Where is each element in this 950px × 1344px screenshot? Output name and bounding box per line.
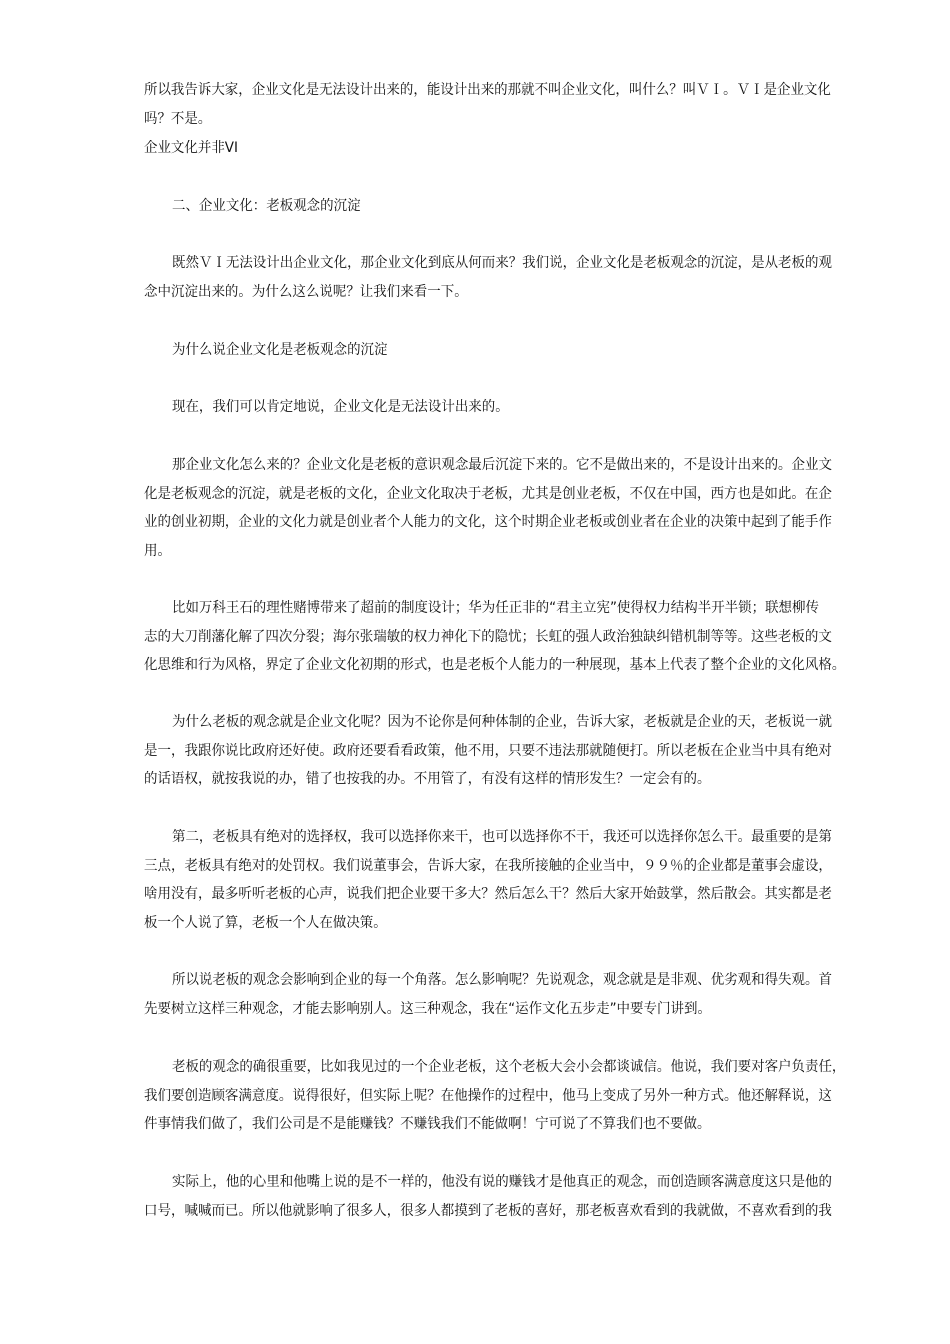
text-line: 为什么老板的观念就是企业文化呢？因为不论你是何种体制的企业，告诉大家，老板就是企业的天，老板说一就 [172, 714, 832, 730]
text-line: 啥用没有，最多听听老板的心声，说我们把企业要干多大？然后怎么干？然后大家开始鼓掌，然后散会。其实都是老 [144, 886, 832, 903]
text-line: 业的创业初期，企业的文化力就是创业者个人能力的文化，这个时期企业老板或创业者在企业的决策中起到了能手作 [144, 514, 832, 531]
text-line: 既然ＶＩ无法设计出企业文化，那企业文化到底从何而来？我们说，企业文化是老板观念的沉淀，是从老板的观 [172, 255, 832, 271]
text-line: 所以我告诉大家，企业文化是无法设计出来的，能设计出来的那就不叫企业文化，叫什么？叫ＶＩ。ＶＩ是企业文化 [144, 82, 831, 98]
text-line: 口号，喊喊而已。所以他就影响了很多人，很多人都摸到了老板的喜好，那老板喜欢看到的我就做，不喜欢看到的我 [144, 1202, 832, 1219]
text-line: 三点，老板具有绝对的处罚权。我们说董事会，告诉大家，在我所接触的企业当中，９９％的企业都是董事会虚设， [144, 857, 832, 874]
heading-text: 为什么说企业文化是老板观念的沉淀 [172, 342, 388, 358]
text-line: 老板的观念的确很重要，比如我见过的一个企业老板，这个老板大会小会都谈诚信。他说，我们要对客户负责任， [172, 1059, 846, 1075]
text-line: 第二，老板具有绝对的选择权，我可以选择你来干，也可以选择你不干，我还可以选择你怎么干。最重要的是第 [172, 829, 832, 845]
paragraph-second-point [144, 823, 908, 938]
paragraph-three-concepts [144, 966, 908, 1023]
text-line: 是一，我跟你说比政府还好使。政府还要看看政策，他不用，只要不违法那就随便打。所以老板在企业当中具有绝对 [144, 742, 832, 759]
text-line: 板一个人说了算，老板一个人在做决策。 [144, 915, 387, 932]
paragraph-actually [144, 1168, 908, 1225]
text-line: 实际上，他的心里和他嘴上说的是不一样的，他没有说的赚钱才是他真正的观念，而创造顾客满意度这只是他的 [172, 1174, 832, 1190]
text-line: 用。 [144, 543, 171, 560]
heading-text: 二、企业文化：老板观念的沉淀 [172, 198, 361, 214]
heading-culture-not-vi [144, 134, 880, 163]
text-line: 比如万科王石的理性赌博带来了超前的制度设计；华为任正非的“君主立宪”使得权力结构半开半锁；联想柳传 [172, 600, 819, 616]
text-line: 所以说老板的观念会影响到企业的每一个角落。怎么影响呢？先说观念，观念就是是非观、优劣观和得失观。首 [172, 972, 832, 988]
paragraph-where-from [144, 249, 908, 306]
text-line: 化思维和行为风格，界定了企业文化初期的形式，也是老板个人能力的一种展现，基本上代表了整个企业的文化风格。 [144, 657, 846, 674]
paragraph-examples [144, 594, 908, 680]
text-line: 念中沉淀出来的。为什么这么说呢？让我们来看一下。 [144, 283, 468, 300]
text-line: 吗？不是。 [144, 110, 212, 127]
paragraph-how-come [144, 451, 908, 566]
text-line: 的话语权，就按我说的办，错了也按我的办。不用管了，有没有这样的情形发生？一定会有的。 [144, 771, 711, 788]
text-line: 现在，我们可以肯定地说，企业文化是无法设计出来的。 [172, 399, 509, 415]
subheading-why [144, 336, 908, 365]
text-line: 化是老板观念的沉淀，就是老板的文化，企业文化取决于老板，尤其是创业老板，不仅在中国，西方也是如此。在企 [144, 485, 832, 502]
heading-text: 企业文化并非VI [144, 140, 239, 156]
text-line: 件事情我们做了，我们公司是不是能赚钱？不赚钱我们不能做啊！宁可说了不算我们也不要做。 [144, 1116, 711, 1133]
text-line: 志的大刀削藩化解了四次分裂；海尔张瑞敏的权力神化下的隐忧；长虹的强人政治独缺纠错机制等等。这些老板的文 [144, 628, 832, 645]
paragraph-vi-not-culture [144, 76, 880, 133]
paragraph-boss-is-sky [144, 708, 908, 794]
section-heading-boss-concept [144, 192, 908, 221]
text-line: 先要树立这样三种观念，才能去影响别人。这三种观念，我在“运作文化五步走”中要专门讲到。 [144, 1000, 711, 1017]
paragraph-now-certain [144, 393, 908, 422]
text-line: 那企业文化怎么来的？企业文化是老板的意识观念最后沉淀下来的。它不是做出来的，不是设计出来的。企业文 [172, 457, 832, 473]
paragraph-integrity-example [144, 1053, 908, 1139]
text-line: 我们要创造顾客满意度。说得很好，但实际上呢？在他操作的过程中，他马上变成了另外一种方式。他还解释说，这 [144, 1087, 832, 1104]
